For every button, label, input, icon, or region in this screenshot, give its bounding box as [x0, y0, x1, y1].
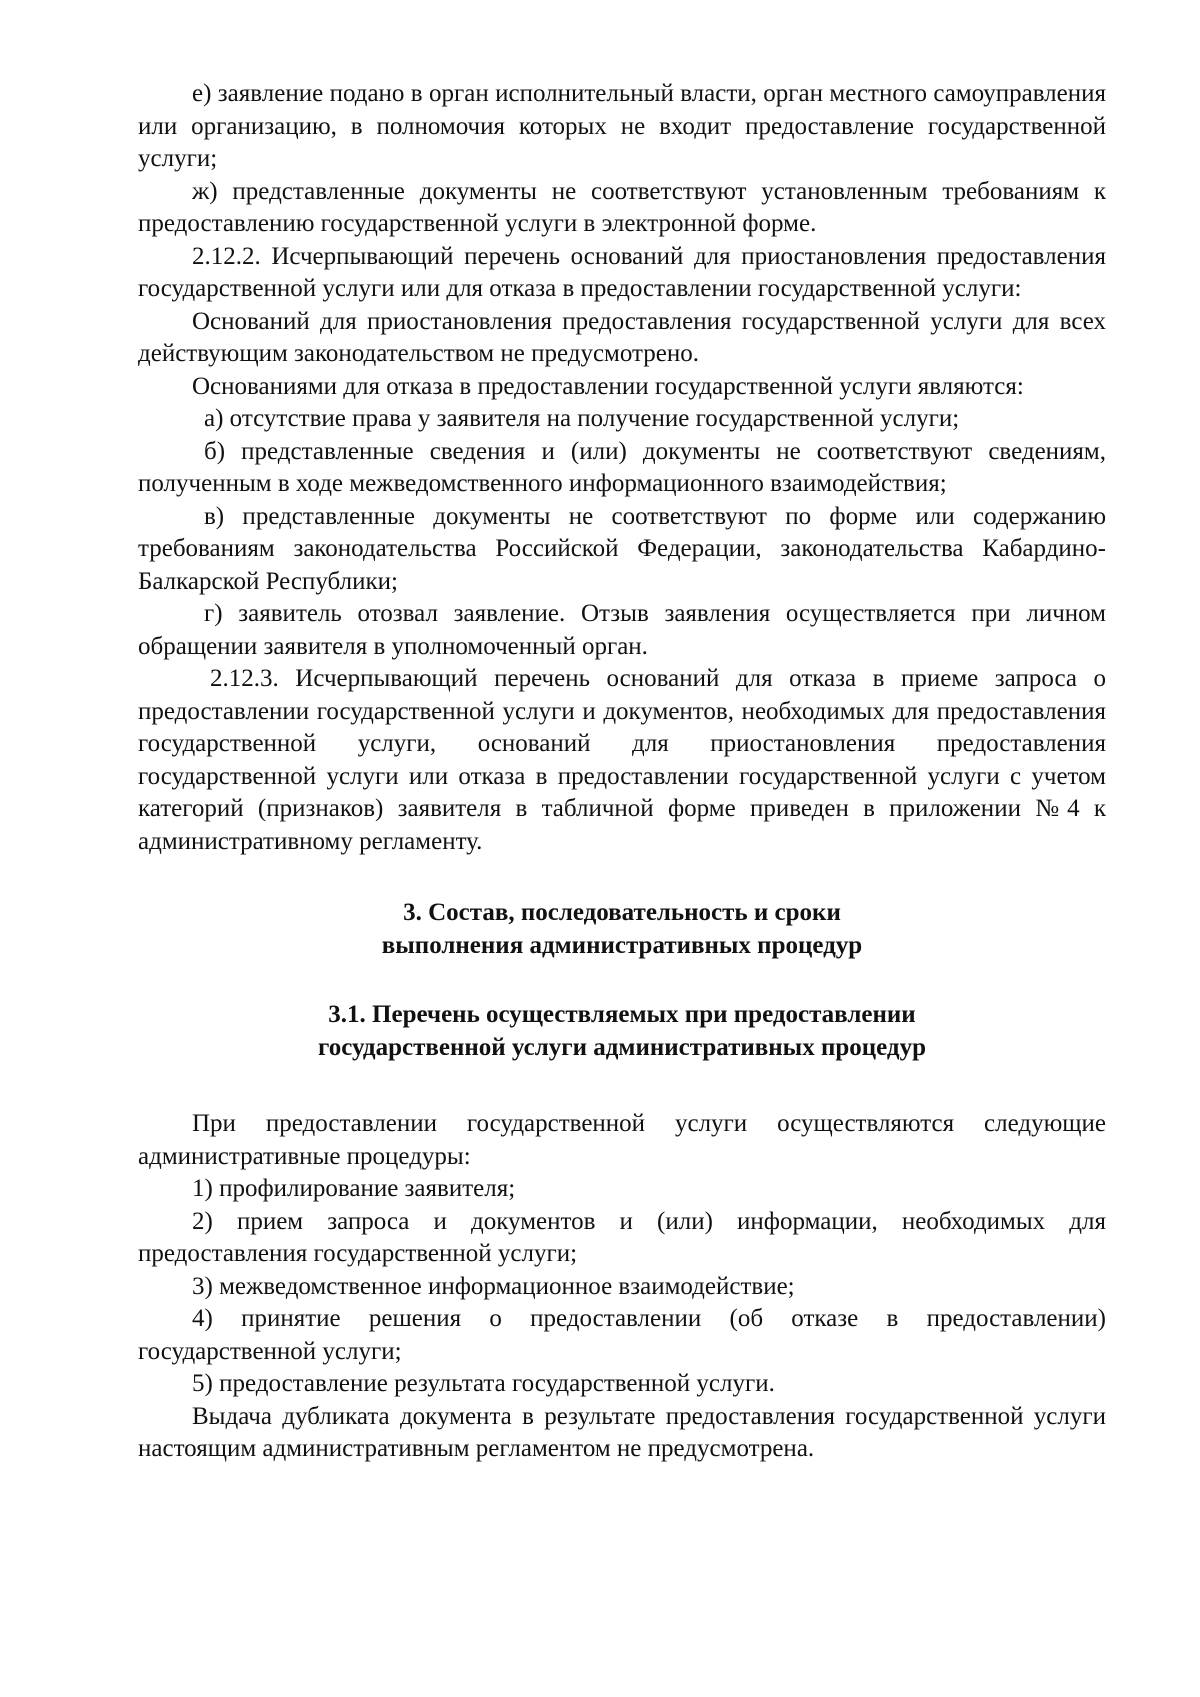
paragraph-procedure-3: 3) межведомственное информационное взаимодействие;	[192, 1272, 795, 1300]
paragraph-item-e: е) заявление подано в орган исполнительный власти, орган местного самоуправления или организацию, в полномочия которых не входит предоставление государственной услуги;	[138, 80, 1106, 172]
section-3-1-heading-line-1: 3.1. Перечень осуществляемых при предоставлении	[328, 1001, 916, 1028]
paragraph-procedure-2: 2) прием запроса и документов и (или) информации, необходимых для предоставления государственной услуги;	[138, 1207, 1106, 1267]
paragraph-item-v: в) представленные документы не соответствуют по форме или содержанию требованиям законодательства Российской Федерации, законодательства Кабардино-Балкарской Республики;	[138, 502, 1106, 595]
paragraph-item-a: а) отсутствие права у заявителя на получение государственной услуги;	[204, 405, 960, 432]
paragraph-procedure-1: 1) профилирование заявителя;	[192, 1175, 516, 1202]
section-3-heading-line-1: 3. Состав, последовательность и сроки	[403, 899, 841, 926]
paragraph-item-g: г) заявитель отозвал заявление. Отзыв заявления осуществляется при личном обращении заявителя в уполномоченный орган.	[138, 600, 1106, 660]
paragraph-procedure-5: 5) предоставление результата государственной услуги.	[192, 1370, 775, 1397]
document-page	[138, 78, 1106, 1466]
paragraph-no-suspension: Оснований для приостановления предоставления государственной услуги для всех действующим законодательством не предусмотрено.	[138, 307, 1106, 367]
paragraph-2-12-2: 2.12.2. Исчерпывающий перечень оснований для приостановления предоставления государственной услуги или для отказа в предоставлении государственной услуги:	[138, 242, 1106, 302]
paragraph-duplicate-note: Выдача дубликата документа в результате предоставления государственной услуги настоящим административным регламентом не предусмотрена.	[138, 1402, 1106, 1462]
paragraph-procedures-intro: При предоставлении государственной услуги осуществляются следующие административные процедуры:	[138, 1110, 1106, 1170]
section-3-1-heading-line-2: государственной услуги административных процедур	[318, 1034, 926, 1061]
section-3-heading-line-2: выполнения административных процедур	[381, 932, 863, 959]
section-3-heading	[138, 896, 1106, 962]
paragraph-item-b: б) представленные сведения и (или) документы не соответствуют сведениям, полученным в ходе межведомственного информационного взаимодействия;	[138, 437, 1106, 497]
paragraph-procedure-4: 4) принятие решения о предоставлении (об отказе в предоставлении) государственной услуги;	[138, 1305, 1106, 1365]
paragraph-item-zh: ж) представленные документы не соответствуют установленным требованиям к предоставлению государственной услуги в электронной форме.	[138, 177, 1106, 237]
paragraph-2-12-3: 2.12.3. Исчерпывающий перечень оснований для отказа в приеме запроса о предоставлении государственной услуги и документов, необходимых для предоставления государственной услуги, оснований для приостановления предоставления государственной услуги или отказа в предоставлении государственной услуги с учетом категорий (признаков) заявителя в табличной форме приведен в приложении №4 к административному регламенту.	[138, 665, 1106, 855]
paragraph-refusal-grounds: Основаниями для отказа в предоставлении государственной услуги являются:	[192, 372, 1024, 400]
section-3-1-heading	[138, 998, 1106, 1064]
